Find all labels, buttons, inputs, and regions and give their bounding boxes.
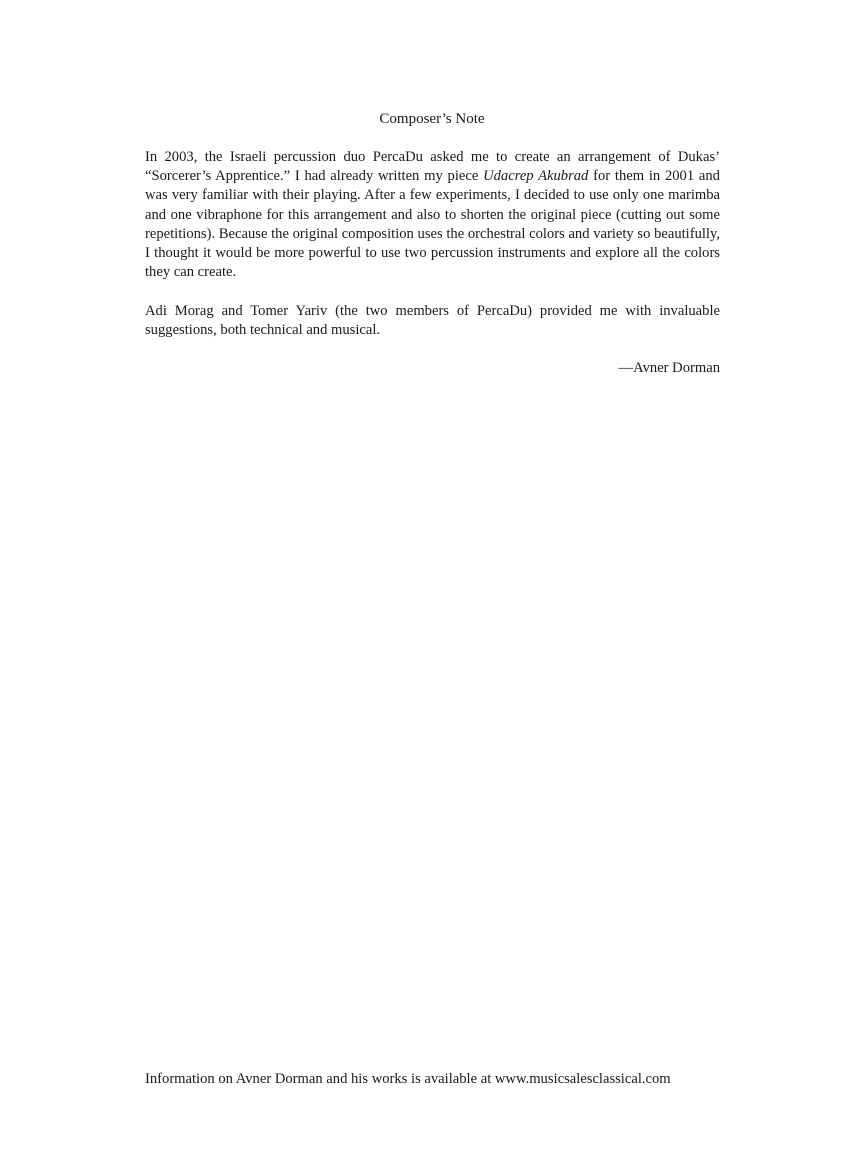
paragraph-intro-part-1: In 2003, the Israeli percussion duo PercaDu asked me to create an arrangement of Dukas’ “Sorcerer’s Apprentice.” I had already written my piece	[145, 149, 720, 185]
footer-info: Information on Avner Dorman and his works is available at www.musicsalesclassical.com	[145, 1071, 671, 1087]
piece-title: Udacrep Akubrad	[483, 168, 589, 185]
page-title: Composer’s Note	[379, 111, 485, 127]
signature: —Avner Dorman	[618, 360, 720, 376]
paragraph-acknowledgment: Adi Morag and Tomer Yariv (the two members of PercaDu) provided me with invaluable suggestions, both technical and musical.	[145, 303, 720, 339]
paragraph-intro	[145, 148, 720, 282]
paragraph-intro-part-2: for them in 2001 and was very familiar with their playing. After a few experiments, I decided to use only one marimba and one vibraphone for this arrangement and also to shorten the original piece (cutting out some repetitions). Because the original composition uses the orchestral colors and variety so beautifully, I thought it would be more powerful to use two percussion instruments and explore all the colors they can create.	[145, 168, 720, 281]
